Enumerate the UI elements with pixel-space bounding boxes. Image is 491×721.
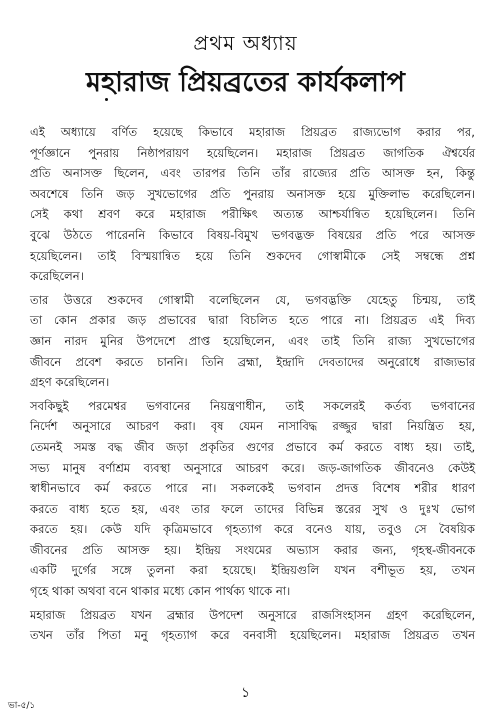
text-line: করতে বাধ্য হতে হয়, এবং তার ফলে তাদের বিভিন্ন স্তরের সুখ ও দুঃখ ভোগ bbox=[30, 501, 475, 516]
text-line: তার উত্তরে শুকদেব গোস্বামী বলেছিলেন যে, ভগবদ্ভক্তি যেহেতু চিন্ময়, তাই bbox=[30, 292, 475, 307]
text-line: জীবনের প্রতি আসক্ত হয়। ইন্দ্রিয় সংযমের অভ্যাস করার জন্য, গৃহস্থ-জীবনকে bbox=[30, 542, 475, 557]
body-text bbox=[30, 122, 475, 646]
ink-dot bbox=[105, 98, 108, 101]
text-line: অবশেষে তিনি জড় সুখভোগের প্রতি পুনরায় অনাসক্ত হয়ে মুক্তিলাভ করেছিলেন। bbox=[30, 186, 475, 201]
paragraph-4 bbox=[30, 605, 475, 646]
text-line: সবকিছুই পরমেশ্বর ভগবানের নিয়ন্ত্রণাধীন, তাই সকলেরই কর্তব্য ভগবানের bbox=[30, 398, 475, 413]
text-line: জ্ঞান নারদ মুনির উপদেশে প্রাপ্ত হয়েছিলেন, এবং তাই তিনি রাজ্য সুখভোগের bbox=[30, 333, 475, 348]
text-line: বুঝে উঠতে পারেননি কিভাবে বিষয়-বিমুখ ভগবদ্ভক্ত বিষয়ের প্রতি পরে আসক্ত bbox=[30, 227, 475, 242]
text-line: সেই কথা শ্রবণ করে মহারাজ পরীক্ষিৎ অত্যন্ত আশ্চর্যান্বিত হয়েছিলেন। তিনি bbox=[30, 207, 475, 222]
text-line: প্রতি অনাসক্ত ছিলেন, এবং তারপর তিনি তাঁর রাজ্যের প্রতি আসক্ত হন, কিন্তু bbox=[30, 166, 475, 181]
text-line: গৃহে থাকা অথবা বনে থাকার মধ্যে কোন পার্থক্য থাকে না। bbox=[30, 584, 291, 599]
text-line: এই অধ্যায়ে বর্ণিত হয়েছে কিভাবে মহারাজ প্রিয়ব্রত রাজ্যভোগ করার পর, bbox=[30, 125, 475, 139]
signature-mark: ভা-৫/১ bbox=[8, 701, 36, 711]
page-number: ১ bbox=[240, 685, 251, 701]
chapter-heading: প্রথম অধ্যায় bbox=[193, 31, 298, 55]
text-line: তেমনই সমস্ত বদ্ধ জীব জড়া প্রকৃতির গুণের প্রভাবে কর্ম করতে বাধ্য হয়। তাই, bbox=[30, 439, 475, 454]
text-line: জীবনে প্রবেশ করতে চাননি। তিনি ব্রহ্মা, ইন্দ্রাদি দেবতাদের অনুরোধে রাজ্যভার bbox=[30, 354, 475, 369]
text-line: গ্রহণ করেছিলেন। bbox=[30, 375, 110, 390]
text-line: একটি দুর্গের সঙ্গে তুলনা করা হয়েছে। ইন্দ্রিয়গুলি যখন বশীভূত হয়, তখন bbox=[30, 563, 475, 578]
text-line: মহারাজ প্রিয়ব্রত যখন ব্রহ্মার উপদেশ অনুসারে রাজসিংহাসন গ্রহণ করেছিলেন, bbox=[30, 607, 475, 622]
text-line: তখন তাঁর পিতা মনু গৃহত্যাগ করে বনবাসী হয়েছিলেন। মহারাজ প্রিয়ব্রত তখন bbox=[30, 628, 475, 643]
text-line: করেছিলেন। bbox=[30, 269, 84, 284]
paragraph-2 bbox=[30, 290, 475, 393]
text-line: সভ্য মানুষ বর্ণাশ্রম ব্যবস্থা অনুসারে আচরণ করে। জড়-জাগতিক জীবনেও কেউই bbox=[30, 460, 475, 475]
chapter-title: মহারাজ প্রিয়ব্রতের কার্যকলাপ bbox=[85, 67, 406, 98]
paragraph-1 bbox=[30, 122, 475, 287]
text-line: হয়েছিলেন। তাই বিস্ময়ান্বিত হয়ে তিনি শুকদেব গোস্বামীকে সেই সম্বন্ধে প্রশ্ন bbox=[30, 248, 475, 263]
paragraph-3 bbox=[30, 396, 475, 602]
text-line: তা কোন প্রকার জড় প্রভাবের দ্বারা বিচলিত হতে পারে না। প্রিয়ব্রত এই দিব্য bbox=[30, 313, 475, 328]
text-line: করতে হয়। কেউ যদি কৃত্রিমভাবে গৃহত্যাগ করে বনেও যায়, তবুও সে বৈষয়িক bbox=[30, 522, 475, 537]
text-line: নির্দেশ অনুসারে আচরণ করা। বৃষ যেমন নাসাবিদ্ধ রজ্জুর দ্বারা নিয়ন্ত্রিত হয়, bbox=[30, 419, 475, 434]
text-line: স্বাধীনভাবে কর্ম করতে পারে না। সকলকেই ভগবান প্রদত্ত বিশেষ শরীর ধারণ bbox=[30, 481, 475, 496]
text-line: পূর্ণজ্ঞানে পুনরায় নিষ্ঠাপরায়ণ হয়েছিলেন। মহারাজ প্রিয়ব্রত জাগতিক ঐশ্বর্যের bbox=[30, 145, 475, 160]
